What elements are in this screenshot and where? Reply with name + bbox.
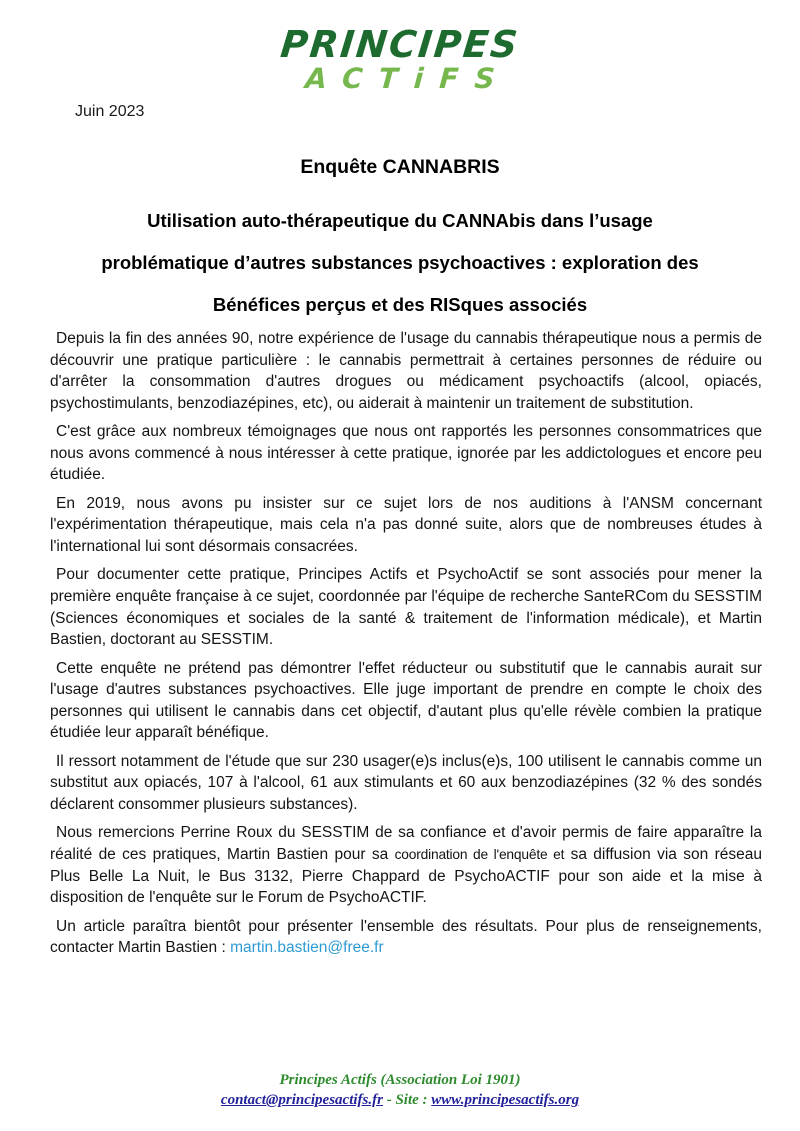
principes-actifs-logo	[0, 0, 800, 93]
martin-bastien-email-link[interactable]: martin.bastien@free.fr	[230, 939, 384, 957]
logo-principes-text: PRINCIPES	[278, 23, 522, 66]
contact-text: Un article paraîtra bientôt pour présenter l'ensemble des résultats. Pour plus de renseignements, contacter Martin Bastien :	[50, 917, 762, 957]
paragraph-intro: Depuis la fin des années 90, notre expérience de l'usage du cannabis thérapeutique nous a permis de découvrir une pratique particulière : le cannabis permettrait à certaines personnes de réduire ou d'arrêter la consommation d'autres drogues ou médicament psychoactifs (alcool, opiacés, psychostimulants, benzodiazépines, etc), ou aiderait à maintenir un traitement de substitution.	[50, 330, 762, 412]
footer-contact-line	[0, 1090, 800, 1110]
subtitle-line-1: Utilisation auto-thérapeutique du CANNAbis dans l’usage	[147, 210, 653, 231]
document-subtitle	[0, 200, 800, 326]
footer-site-separator: - Site :	[382, 1092, 432, 1108]
paragraph-contact	[50, 916, 762, 959]
logo-actifs-text: ACTiFS	[304, 62, 512, 95]
document-title: Enquête CANNABRIS	[300, 156, 500, 178]
footer-email-link[interactable]: contact@principesactifs.fr	[220, 1092, 383, 1108]
footer-website-link[interactable]: www.principesactifs.org	[431, 1092, 580, 1108]
paragraph-objectif: Cette enquête ne prétend pas démontrer l'effet réducteur ou substitutif que le cannabis aurait sur l'usage d'autres substances psychoactives. Elle juge important de prendre en compte le choix des personnes qui utilisent le cannabis dans cet objectif, d'autant plus qu'elle révèle combien la pratique étudiée leur apparaît bénéfique.	[50, 659, 762, 742]
remerciements-part2: coordination de l'enquête et	[394, 847, 565, 863]
document-footer	[0, 1070, 800, 1110]
paragraph-temoignages: C'est grâce aux nombreux témoignages que nous ont rapportés les personnes consommatrices que nous avons commencé à nous intéresser à cette pratique, ignorée par les addictologues et encore peu étudiée.	[50, 423, 762, 484]
document-body	[50, 328, 762, 959]
remerciements-part1: Nous remercions Perrine Roux du SESSTIM de sa confiance et d'avoir permis de faire apparaître la réalité de ces pratiques, Martin Bastien pour sa	[50, 824, 762, 864]
subtitle-line-2: problématique d’autres substances psychoactives : exploration des	[101, 252, 699, 273]
subtitle-line-3: Bénéfices perçus et des RISques associés	[212, 294, 588, 315]
paragraph-ansm-2019: En 2019, nous avons pu insister sur ce sujet lors de nos auditions à l'ANSM concernant l'expérimentation thérapeutique, mais cela n'a pas donné suite, alors que de nombreuses études à l'international lui sont désormais consacrées.	[50, 494, 762, 555]
paragraph-remerciements	[50, 822, 762, 908]
paragraph-resultats-chiffres: Il ressort notamment de l'étude que sur 230 usager(e)s inclus(e)s, 100 utilisent le cannabis comme un substitut aux opiacés, 107 à l'alcool, 61 aux stimulants et 60 aux benzodiazépines (32 % des sondés déclarent consommer plusieurs substances).	[50, 752, 762, 813]
paragraph-partenaires: Pour documenter cette pratique, Principes Actifs et PsychoActif se sont associés pour mener la première enquête française à ce sujet, coordonnée par l'équipe de recherche SanteRCom du SESSTIM (Sciences économiques et sociales de la santé & traitement de l'information médicale), et Martin Bastien, doctorant au SESSTIM.	[50, 566, 762, 649]
remerciements-part3: sa diffusion via son réseau Plus Belle La Nuit, le Bus 3132, Pierre Chappard de PsychoACTIF pour son aide et la mise à disposition de l'enquête sur le Forum de PsychoACTIF.	[50, 846, 762, 907]
document-date: Juin 2023	[75, 103, 145, 120]
footer-association-name: Principes Actifs (Association Loi 1901)	[279, 1072, 521, 1088]
